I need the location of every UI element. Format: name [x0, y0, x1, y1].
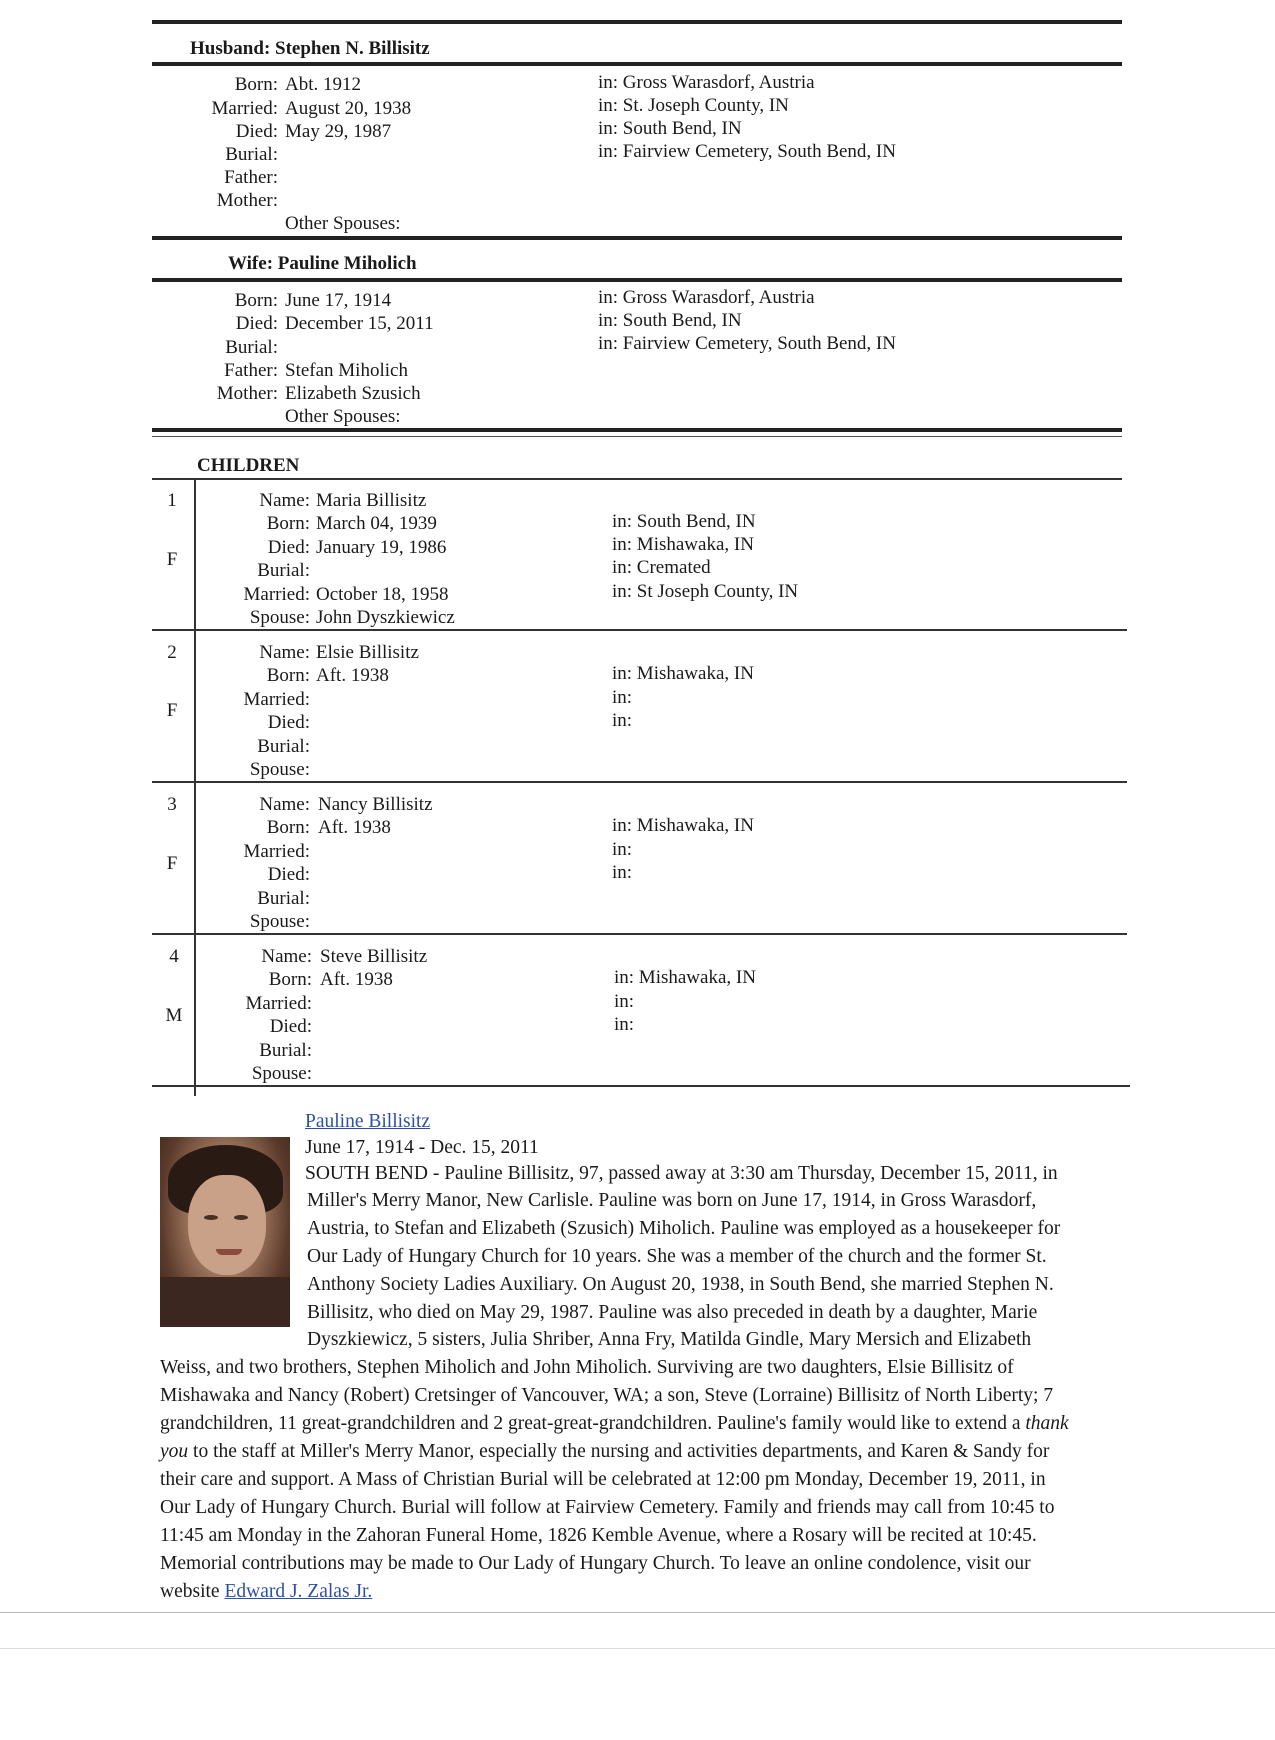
obituary-title-link[interactable]: Pauline Billisitz — [305, 1111, 431, 1132]
child-name-value: Steve Billisitz — [320, 946, 428, 967]
child-born-value: Aft. 1938 — [320, 969, 393, 990]
husband-mother-label: Mother: — [216, 190, 278, 211]
funeral-home-link[interactable]: Edward J. Zalas Jr. — [224, 1581, 373, 1602]
obituary-line: their care and support. A Mass of Christian Burial will be celebrated at 12:00 pm Monday, December 19, 2011, in — [160, 1469, 1046, 1490]
husband-header-rule — [152, 62, 1122, 66]
child-born-place: in: Mishawaka, IN — [612, 663, 754, 684]
wife-died-value: December 15, 2011 — [285, 313, 434, 334]
child-born-value: March 04, 1939 — [316, 513, 437, 534]
child-married-value: October 18, 1958 — [316, 584, 449, 605]
husband-born-place: in: Gross Warasdorf, Austria — [598, 72, 815, 93]
child-spouse-value: John Dyszkiewicz — [316, 607, 455, 628]
child-died-value: January 19, 1986 — [316, 537, 447, 558]
husband-died-value: May 29, 1987 — [285, 121, 392, 142]
child-born-place: in: South Bend, IN — [612, 511, 756, 532]
children-heading-rule — [152, 478, 1122, 480]
obituary-line: Memorial contributions may be made to Our Lady of Hungary Church. To leave an online condolence, visit our — [160, 1553, 1031, 1574]
wife-died-place: in: South Bend, IN — [598, 310, 742, 331]
wife-born-label: Born: — [234, 290, 278, 311]
child-name-value: Maria Billisitz — [316, 490, 427, 511]
child-divider — [152, 933, 1127, 935]
husband-burial-place: in: Fairview Cemetery, South Bend, IN — [598, 141, 896, 162]
child-born-place: in: Mishawaka, IN — [612, 815, 754, 836]
obituary-line: Mishawaka and Nancy (Robert) Cretsinger of Vancouver, WA; a son, Steve (Lorraine) Billisitz of North Liberty; 7 — [160, 1385, 1054, 1406]
wife-father-label: Father: — [224, 360, 278, 381]
child-name-value: Nancy Billisitz — [318, 794, 433, 815]
child-born-label: Born: — [268, 969, 312, 990]
child-married-label: Married: — [243, 689, 310, 710]
child-name-value: Elsie Billisitz — [316, 642, 419, 663]
child-died-label: Died: — [267, 712, 310, 733]
husband-married-label: Married: — [211, 98, 278, 119]
child-married-label: Married: — [245, 993, 312, 1014]
child-married-place: in: St Joseph County, IN — [612, 581, 799, 602]
child-burial-label: Burial: — [259, 1040, 312, 1061]
obituary-line: Anthony Society Ladies Auxiliary. On August 20, 1938, in South Bend, she married Stephen N. — [307, 1274, 1054, 1295]
child-married-place: in: — [612, 839, 633, 860]
child-name-label: Name: — [259, 794, 310, 815]
child-married-label: Married: — [243, 841, 310, 862]
child-born-label: Born: — [266, 513, 310, 534]
husband-born-label: Born: — [234, 74, 278, 95]
children-top-rule-inner — [152, 436, 1122, 437]
wife-header-rule — [152, 278, 1122, 282]
children-top-rule — [152, 428, 1122, 432]
obituary-line: to the staff at Miller's Merry Manor, especially the nursing and activities departments, and Karen & Sandy for — [193, 1441, 1050, 1462]
child-died-label: Died: — [267, 537, 310, 558]
child-born-value: Aft. 1938 — [318, 817, 391, 838]
child-died-place: in: — [612, 710, 633, 731]
obituary-line: SOUTH BEND - Pauline Billisitz, 97, passed away at 3:30 am Thursday, December 15, 2011, in — [305, 1163, 1058, 1184]
child-divider — [152, 629, 1127, 631]
child-burial-place: in: Cremated — [612, 557, 711, 578]
wife-born-place: in: Gross Warasdorf, Austria — [598, 287, 815, 308]
obituary-line-with-italic — [160, 1438, 1049, 1466]
child-burial-label: Burial: — [257, 736, 310, 757]
wife-burial-label: Burial: — [225, 337, 278, 358]
child-married-place: in: — [614, 991, 635, 1012]
wife-mother-label: Mother: — [216, 383, 278, 404]
child-died-place: in: — [614, 1014, 635, 1035]
husband-married-place: in: St. Joseph County, IN — [598, 95, 789, 116]
husband-name: Stephen N. Billisitz — [275, 38, 430, 59]
child-married-label: Married: — [243, 584, 310, 605]
obituary-line: 11:45 am Monday in the Zahoran Funeral Home, 1826 Kemble Avenue, where a Rosary will be recited at 10:45. — [160, 1525, 1037, 1546]
child-spouse-label: Spouse: — [249, 759, 310, 780]
child-died-label: Died: — [269, 1016, 312, 1037]
child-died-place: in: — [612, 862, 633, 883]
wife-died-label: Died: — [235, 313, 278, 334]
wife-header-label: Wife: — [228, 253, 274, 274]
child-spouse-label: Spouse: — [249, 607, 310, 628]
obituary-last-line — [160, 1578, 372, 1606]
scan-edge-line — [0, 1648, 1275, 1649]
husband-died-label: Died: — [235, 121, 278, 142]
obituary-line: Our Lady of Hungary Church for 10 years. She was a member of the church and the former St. — [307, 1246, 1047, 1267]
child-divider — [152, 781, 1127, 783]
child-spouse-label: Spouse: — [249, 911, 310, 932]
obituary-line: Billisitz, who died on May 29, 1987. Pauline was also preceded in death by a daughter, Marie — [307, 1302, 1038, 1323]
wife-top-rule — [152, 236, 1122, 240]
husband-other-spouses-label: Other Spouses: — [285, 213, 401, 234]
children-bottom-rule — [152, 1085, 1130, 1087]
child-number: 1 — [167, 490, 177, 511]
child-sex: M — [165, 1005, 183, 1026]
child-burial-label: Burial: — [257, 888, 310, 909]
obituary-line: Our Lady of Hungary Church. Burial will follow at Fairview Cemetery. Family and friends may call from 10:45 to — [160, 1497, 1055, 1518]
husband-header-label: Husband: — [190, 38, 271, 59]
wife-burial-place: in: Fairview Cemetery, South Bend, IN — [598, 333, 896, 354]
child-born-place: in: Mishawaka, IN — [614, 967, 756, 988]
portrait-photo — [160, 1137, 290, 1327]
husband-father-label: Father: — [224, 167, 278, 188]
obituary-line: Weiss, and two brothers, Stephen Miholich and John Miholich. Surviving are two daughters, Elsie Billisitz of — [160, 1357, 1014, 1378]
obituary-website-prefix: website — [160, 1581, 220, 1602]
obituary-dates: June 17, 1914 - Dec. 15, 2011 — [305, 1137, 539, 1158]
husband-died-place: in: South Bend, IN — [598, 118, 742, 139]
child-number: 4 — [169, 946, 179, 967]
obituary-line-with-italic — [160, 1410, 1069, 1438]
obituary-line: Dyszkiewicz, 5 sisters, Julia Shriber, Anna Fry, Matilda Gindle, Mary Mersich and Elizabeth — [307, 1329, 1032, 1350]
child-sex: F — [166, 700, 178, 721]
husband-header — [190, 38, 430, 60]
wife-name: Pauline Miholich — [277, 253, 417, 274]
children-number-divider — [194, 478, 196, 1096]
child-sex: F — [166, 853, 178, 874]
obituary-italic-thank: thank — [1025, 1413, 1069, 1434]
child-spouse-label: Spouse: — [251, 1063, 312, 1084]
wife-father-value: Stefan Miholich — [285, 360, 408, 381]
child-number: 3 — [167, 794, 177, 815]
obituary-line: grandchildren, 11 great-grandchildren and 2 great-great-grandchildren. Pauline's family would like to extend a — [160, 1413, 1021, 1434]
top-rule — [152, 20, 1122, 24]
child-married-place: in: — [612, 687, 633, 708]
child-born-label: Born: — [266, 665, 310, 686]
child-name-label: Name: — [259, 490, 310, 511]
child-name-label: Name: — [261, 946, 312, 967]
child-number: 2 — [167, 642, 177, 663]
child-name-label: Name: — [259, 642, 310, 663]
wife-other-spouses-label: Other Spouses: — [285, 406, 401, 427]
child-died-place: in: Mishawaka, IN — [612, 534, 754, 555]
page-fold-line — [0, 1612, 1275, 1613]
husband-married-value: August 20, 1938 — [285, 98, 412, 119]
child-sex: F — [166, 549, 178, 570]
husband-born-value: Abt. 1912 — [285, 74, 361, 95]
wife-header — [228, 253, 417, 275]
child-born-value: Aft. 1938 — [316, 665, 389, 686]
wife-born-value: June 17, 1914 — [285, 290, 392, 311]
child-born-label: Born: — [266, 817, 310, 838]
child-died-label: Died: — [267, 864, 310, 885]
obituary-line: Austria, to Stefan and Elizabeth (Szusich) Miholich. Pauline was employed as a housekeeper for — [307, 1218, 1061, 1239]
obituary-line: Miller's Merry Manor, New Carlisle. Pauline was born on June 17, 1914, in Gross Warasdorf, — [307, 1190, 1037, 1211]
obituary-italic-you: you — [160, 1441, 189, 1462]
child-burial-label: Burial: — [257, 560, 310, 581]
children-heading: CHILDREN — [197, 455, 300, 476]
wife-mother-value: Elizabeth Szusich — [285, 383, 421, 404]
husband-burial-label: Burial: — [225, 144, 278, 165]
